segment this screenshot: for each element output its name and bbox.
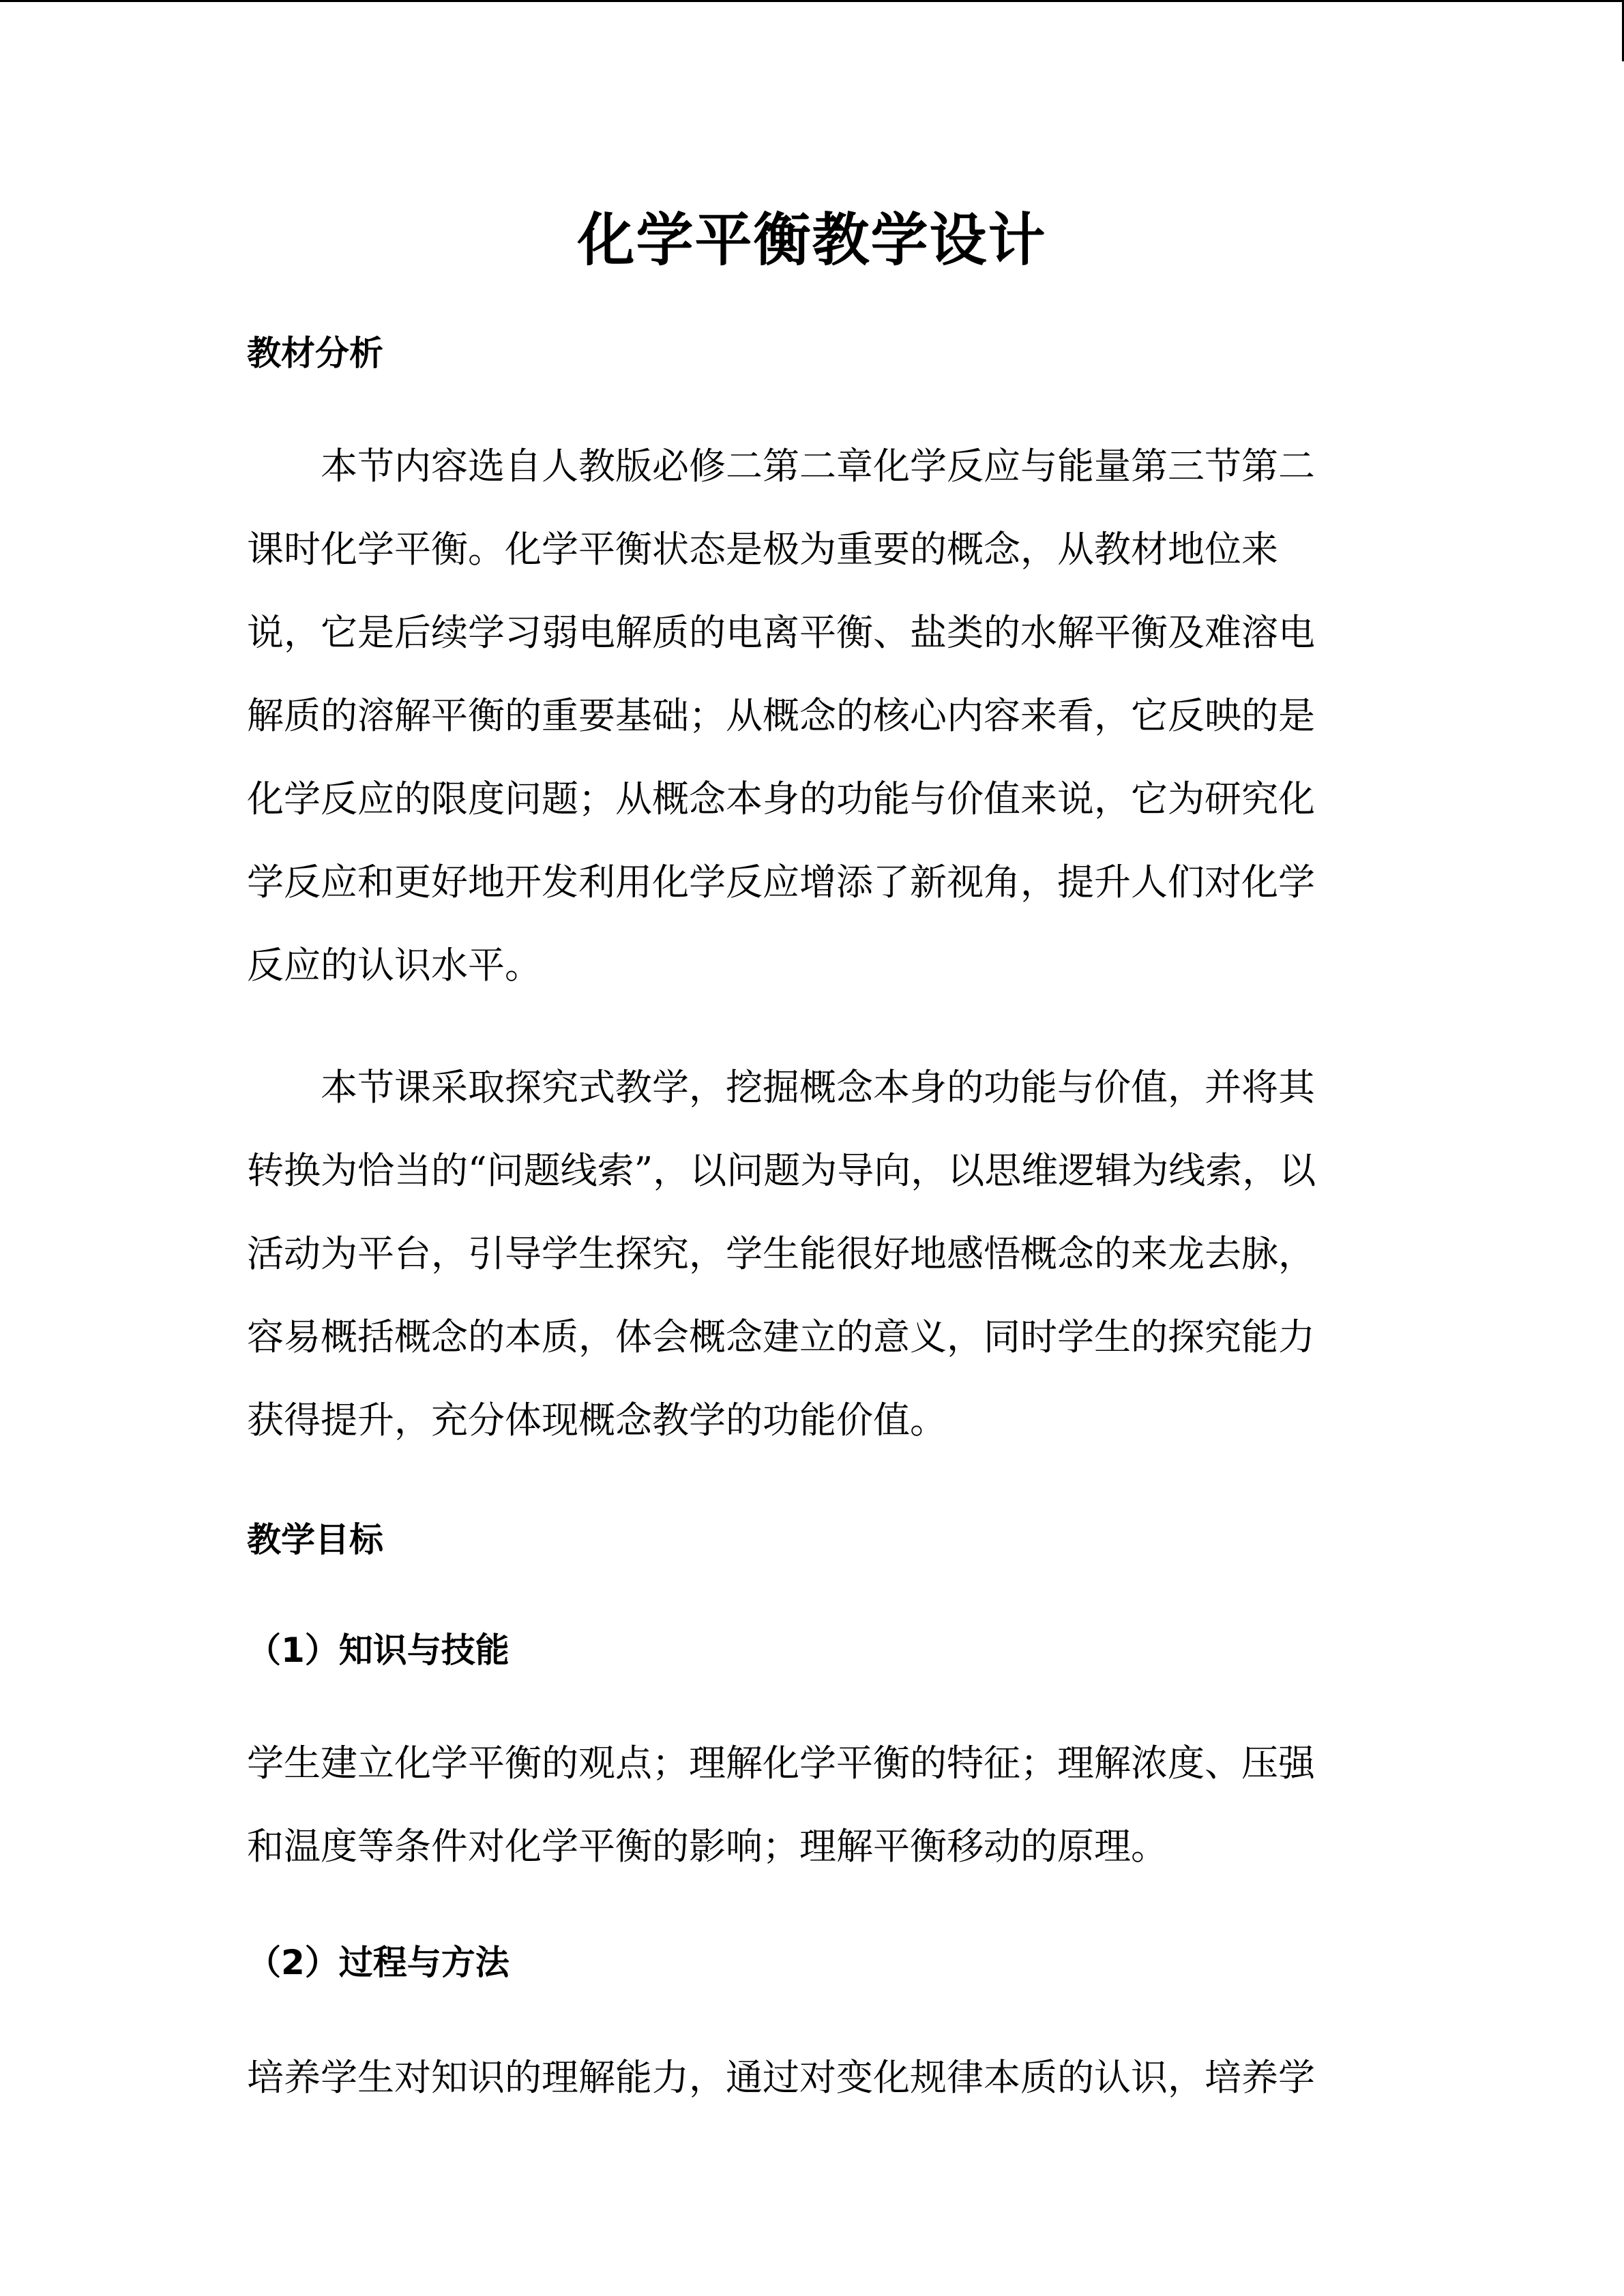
subheading-process-method: （2）过程与方法 — [247, 1943, 510, 1982]
paragraph-line: 解质的溶解平衡的重要基础；从概念的核心内容来看，它反映的是 — [247, 694, 1315, 737]
paragraph-line: 学生建立化学平衡的观点；理解化学平衡的特征；理解浓度、压强 — [247, 1742, 1315, 1785]
paragraph-line: 本节内容选自人教版必修二第二章化学反应与能量第三节第二 — [321, 445, 1315, 488]
paragraph-line: 化学反应的限度问题；从概念本身的功能与价值来说，它为研究化 — [247, 777, 1315, 820]
heading-textbook-analysis: 教材分析 — [247, 333, 383, 373]
page-top-border — [0, 0, 1624, 2]
subheading-knowledge-skills: （1）知识与技能 — [247, 1630, 510, 1670]
paragraph-line: 获得提升，充分体现概念教学的功能价值。 — [247, 1399, 947, 1442]
paragraph-line: 和温度等条件对化学平衡的影响；理解平衡移动的原理。 — [247, 1825, 1168, 1868]
paragraph-line: 说，它是后续学习弱电解质的电离平衡、盐类的水解平衡及难溶电 — [247, 611, 1315, 654]
paragraph-line: 培养学生对知识的理解能力，通过对变化规律本质的认识，培养学 — [247, 2056, 1315, 2099]
document-title: 化学平衡教学设计 — [577, 207, 1047, 273]
paragraph-line: 课时化学平衡。化学平衡状态是极为重要的概念，从教材地位来 — [247, 528, 1278, 571]
heading-teaching-goals: 教学目标 — [247, 1520, 383, 1560]
paragraph-line: 容易概括概念的本质，体会概念建立的意义，同时学生的探究能力 — [247, 1315, 1315, 1358]
paragraph-line: 反应的认识水平。 — [247, 944, 542, 987]
paragraph-line: 转换为恰当的“问题线索”，以问题为导向，以思维逻辑为线索，以 — [247, 1149, 1316, 1192]
paragraph-line: 本节课采取探究式教学，挖掘概念本身的功能与价值，并将其 — [321, 1066, 1315, 1109]
paragraph-line: 活动为平台，引导学生探究，学生能很好地感悟概念的来龙去脉， — [247, 1232, 1315, 1275]
paragraph-line: 学反应和更好地开发利用化学反应增添了新视角，提升人们对化学 — [247, 861, 1315, 904]
